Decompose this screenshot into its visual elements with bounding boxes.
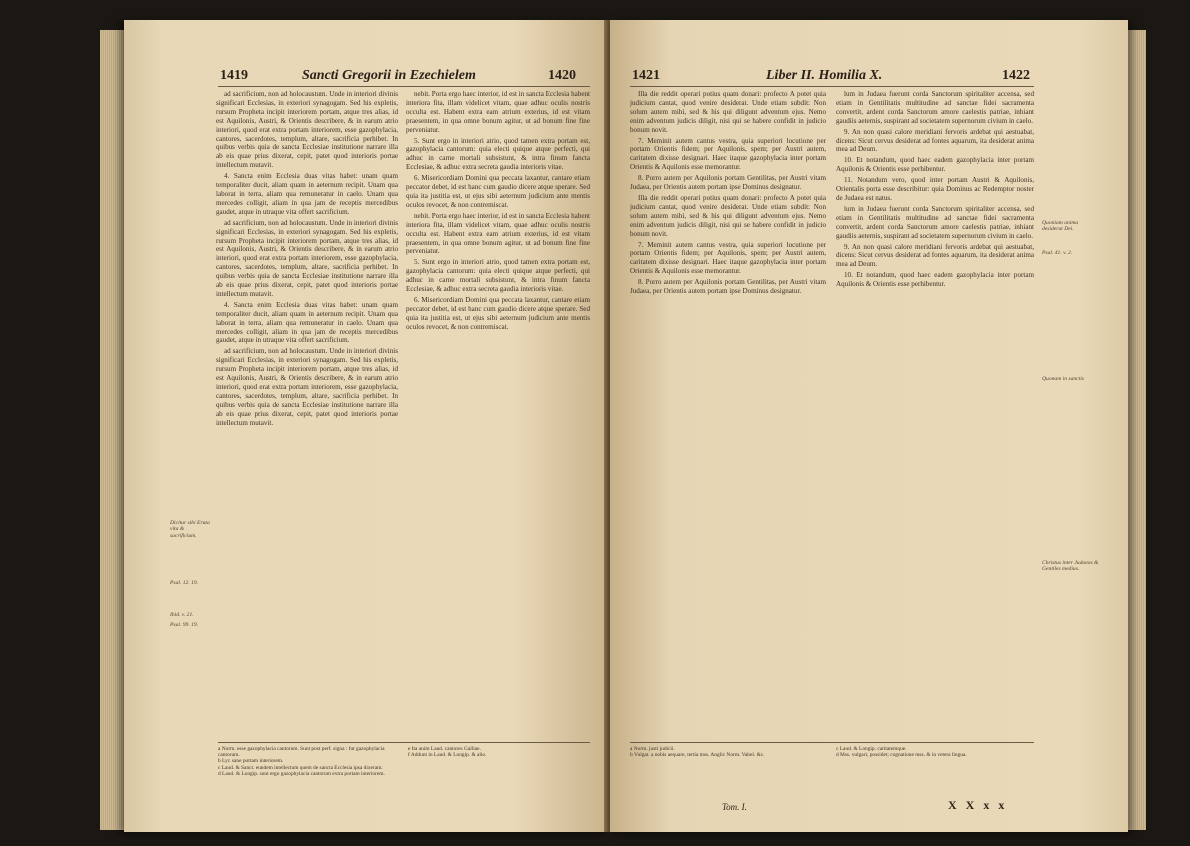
paragraph: 8. Porro autem per Aquilonis portam Gentilitas, per Austri vitam Judaea, per Orientis autem portam ipse Dominus designatur. — [630, 278, 826, 296]
paragraph: ad sacrificium, non ad holocaustum. Unde in interiori divinis significari Ecclesias, in exteriori synagogam. Sed his expletis, rursum Propheta incipit interiorem portam, atque tres alias, id est Aquilonis, Austri, & Orientis describere, & in earum atrio interiori, quod erat extra portam interiorem, esse gazophylacia, cantores, sacerdotes, templum, altare, sacrificia perhibet. In quibus verbis quia de sancta Ecclesiae institutione narrare illa ab eis quae prius dixerat, cepit, patet quod interioris portae intellectum mutavit. — [216, 218, 398, 298]
footnote: c Laud. & Longip. caritatemque. — [836, 746, 907, 752]
paragraph: 10. Et notandum, quod haec eadem gazophylacia inter portam Aquilonis & Orientis esse perhibentur. — [836, 271, 1034, 289]
left-footnotes-b — [408, 746, 590, 816]
footnote: a Norm. justi judicii. — [630, 746, 675, 752]
right-header-rule — [630, 86, 1034, 87]
right-running-title: Liber II. Homilia X. — [766, 68, 883, 83]
signature-mark: X X x x — [948, 798, 1008, 812]
paragraph: nebit. Porta ergo haec interior, id est in sancta Ecclesia habent interiora fita, illam videlicet vitam, quae adhuc oculis nostris occulta est. Habent extra eam atrium exterius, id est vitam praesentem, in qua omne bonum agitur, ut ad bonum fine fine perveniatur. — [406, 90, 590, 134]
footnote: e Ita anim Laud. cantores Galliae. — [408, 746, 481, 752]
paragraph: 10. Et notandum, quod haec eadem gazophylacia inter portam Aquilonis & Orientis esse perhibentur. — [836, 156, 1034, 174]
left-column-a — [216, 90, 398, 738]
paragraph: 8. Porro autem per Aquilonis portam Gentilitas, per Austri vitam Judaea, per Orientis autem portam ipse Dominus designatur. — [630, 174, 826, 192]
right-page-edges — [1126, 30, 1146, 830]
paragraph: ad sacrificium, non ad holocaustum. Unde in interiori divinis significari Ecclesias, in exteriori synagogam. Sed his expletis, rursum Propheta incipit interiorem portam, atque tres alias, id est Aquilonis, Austri, & Orientis describere, & in earum atrio interiori, quod erat extra portam interiorem, esse gazophylacia, cantores, sacerdotes, templum, altare, sacrificia perhibet. In quibus verbis quia de sancta Ecclesiae institutione narrare illa ab eis quae prius dixerat, cepit, patet quod interioris portae intellectum mutavit. — [216, 347, 398, 427]
left-footnote-rule — [218, 742, 590, 743]
footnote: d Mss. vulgari, possidet; cognatione mss. & in vetera lingua. — [836, 752, 967, 759]
paragraph: 4. Sancta enim Ecclesia duas vitas habet: unam quam temporaliter ducit, aliam quam in aeternum recipit. Unam qua laborat in terra, aliam qua remuneratur in caelo. Unam qua mercedes colligit, aliam in qua jam de receptis mercedibus gaudet, atque in utraque vita offert sacrificium. — [216, 172, 398, 216]
paragraph: lum in Judaea fuerunt corda Sanctorum spiritaliter accensa, sed etiam in Gentilitatis multitudine ad sanctae fidei sacramenta convertit, ardent corda Sanctorum amore caelestis patriae, inhiant gaudiis aeternis, suspirant ad societatem supernorum civium in caelo. — [836, 90, 1034, 125]
left-header-rule — [218, 86, 590, 87]
right-column-b — [836, 90, 1034, 738]
right-footnote-rule — [630, 742, 1034, 743]
paragraph: 4. Sancta enim Ecclesia duas vitas habet: unam quam temporaliter ducit, aliam quam in aeternum recipit. Unam qua laborat in terra, aliam qua remuneratur in caelo. Unam qua mercedes colligit, aliam in qua jam de receptis mercedibus gaudet, atque in utraque vita offert sacrificium. — [216, 300, 398, 345]
footnote: a Norm. esse gazophylacia cantorum. Sunt post perf. signa : fut gazophylacia cantorum. — [218, 746, 385, 759]
paragraph: 11. Notandum vero, quod inter portam Austri & Aquilonis, Orientalis porta esse describitur: quia Dominus ac Redemptor noster de Judaea est natus. — [836, 176, 1034, 202]
left-col-number-b: 1420 — [548, 68, 576, 83]
paragraph: Illa die reddit operari potius quam donari: profecto A potet quia judicium cantat, quod venire desiderat. Unde etiam subdit: Non solum autem mihi, sed & his qui diligunt adventum ejus. Nemo enim adventum judicis diligit, nisi qui se habere confidit in judicio bonum novit. — [630, 90, 826, 134]
paragraph: lum in Judaea fuerunt corda Sanctorum spiritaliter accensa, sed etiam in Gentilitatis multitudine ad sanctae fidei sacramenta convertit, ardent corda Sanctorum amore caelestis patriae, inhiant gaudiis aeternis, suspirant ad societatem supernorum civium in caelo. — [836, 204, 1034, 240]
left-margin-note: Dicitur sibi Eruta vita & sacrificium. — [170, 520, 210, 539]
paragraph: 7. Meminit autem cantus vestra, quia superiori locutione per portam Orientis fidem; per Aquilonis, spem; per Austri autem, caritatem dixisse designari. Haec itaque gazophylacia inter portam Orientis & Aquilonis esse memorantur. — [630, 136, 826, 172]
right-margin-note: Christus inter Judaeos & Gentiles medius. — [1042, 560, 1099, 573]
left-page — [124, 20, 608, 832]
left-running-title: Sancti Gregorii in Ezechielem — [302, 68, 476, 83]
paragraph: 9. An non quasi calore meridiani fervoris ardebat qui aestuabat, dicens: Sicut cervus desiderat ad fontes aquarum, ita desiderat anima mea ad Deum. — [836, 127, 1034, 154]
paragraph: nebit. Porta ergo haec interior, id est in sancta Ecclesia habent interiora fita, illam videlicet vitam, quae adhuc oculis nostris occulta est. Habent extra eam atrium exterius, id est vitam praesentem, in qua omne bonum agitur, ut ad bonum fine fine perveniatur. — [406, 211, 590, 256]
paragraph: ad sacrificium, non ad holocaustum. Unde in interiori divinis significari Ecclesias, in exteriori synagogam. Sed his expletis, rursum Propheta incipit interiorem portam, atque tres alias, id est Aquilonis, Austri, & Orientis describere, & in earum atrio interiori, quod erat extra portam interiorem, esse gazophylacia, cantores, sacerdotes, templum, altare, sacrificia perhibet. In quibus verbis quia de sancta Ecclesiae institutione narrare illa ab eis quae prius dixerat, cepit, patet quod interioris portae intellectum mutavit. — [216, 90, 398, 170]
right-margin-note: Psal. 41. v. 2. — [1042, 250, 1073, 256]
paragraph: 7. Meminit autem cantus vestra, quia superiori locutione per portam Orientis fidem; per Aquilonis, spem; per Austri autem, caritatem dixisse designari. Haec itaque gazophylacia inter portam Orientis & Aquilonis esse memorantur. — [630, 240, 826, 276]
footnote: b Lyr. sane portam interiorem. — [218, 758, 284, 765]
right-page — [610, 20, 1128, 832]
right-column-a — [630, 90, 826, 738]
footnote: d Laud. & Longip. sunt ergo gazophylacia cantorum extra portam interiorem. — [218, 770, 385, 777]
paragraph: 5. Sunt ergo in interiori atrio, quod tamen extra portam est, gazophylacia cantorum: quia electi quique atque perfecti, qui adhuc in carne mortali subsistunt, & intra finum fancta Ecclesiae, & adhuc extra secreta gaudia interioris vitae. — [406, 136, 590, 172]
left-column-b — [406, 90, 590, 738]
left-footnotes-a — [218, 746, 398, 816]
right-col-number-b: 1422 — [1002, 68, 1030, 83]
right-col-number-a: 1421 — [632, 68, 660, 83]
right-margin-note: Quoniam anima desiderat Dei. — [1042, 220, 1079, 233]
paragraph: 6. Misericordiam Domini qua peccata laxantur, cantare etiam peccator debet, id est hanc cum gaudio dicere atque sperare. Sed quia ita justitia est, ut ejus sibi aeternum judicium ante mentis oculos revocet, & non contremiscat. — [406, 295, 590, 331]
left-col-number-a: 1419 — [220, 68, 248, 83]
paragraph: Illa die reddit operari potius quam donari: profecto A potet quia judicium cantat, quod venire desiderat. Unde etiam subdit: Non solum autem mihi, sed & his qui diligunt adventum ejus. Nemo enim adventum judicis diligit, nisi qui se habere confidit in judicio bonum novit. — [630, 193, 826, 238]
right-footnotes-b — [836, 746, 1034, 796]
open-book — [12, 6, 1180, 840]
volume-mark: Tom. I. — [722, 802, 747, 812]
footnote: f Addunt in Laud. & Longip. & alio. — [408, 752, 487, 759]
footnote: c Laud. & Sanct. eundem intellectum quem de sancta Ecclesia ipsa dixeram. — [218, 764, 383, 771]
paragraph: 5. Sunt ergo in interiori atrio, quod tamen extra portam est, gazophylacia cantorum: quia electi quique atque perfecti, qui adhuc in carne mortali subsistunt, & intra finum fancta Ecclesiae, & adhuc extra secreta gaudia interioris vitae. — [406, 258, 590, 294]
left-margin-note: Psal. 12. 19. — [170, 580, 199, 586]
left-page-edges — [100, 30, 126, 830]
left-margin-note: Ibid. v. 21. — [170, 612, 194, 618]
footnote: b Vulgat. a nobis aequare, tertia mss. Anglic Norm. Vabel. &c. — [630, 752, 765, 759]
paragraph: 6. Misericordiam Domini qua peccata laxantur, cantare etiam peccator debet, id est hanc cum gaudio dicere atque sperare. Sed quia ita justitia est, ut ejus sibi aeternum judicium ante mentis oculos revocet, & non contremiscat. — [406, 174, 590, 209]
right-margin-note: Quonam in sanctis — [1042, 376, 1084, 382]
left-margin-note: Psal. 99. 19. — [170, 622, 199, 628]
paragraph: 9. An non quasi calore meridiani fervoris ardebat qui aestuabat, dicens: Sicut cervus desiderat ad fontes aquarum, ita desiderat anima mea ad Deum. — [836, 242, 1034, 269]
right-footnotes-a — [630, 746, 826, 796]
